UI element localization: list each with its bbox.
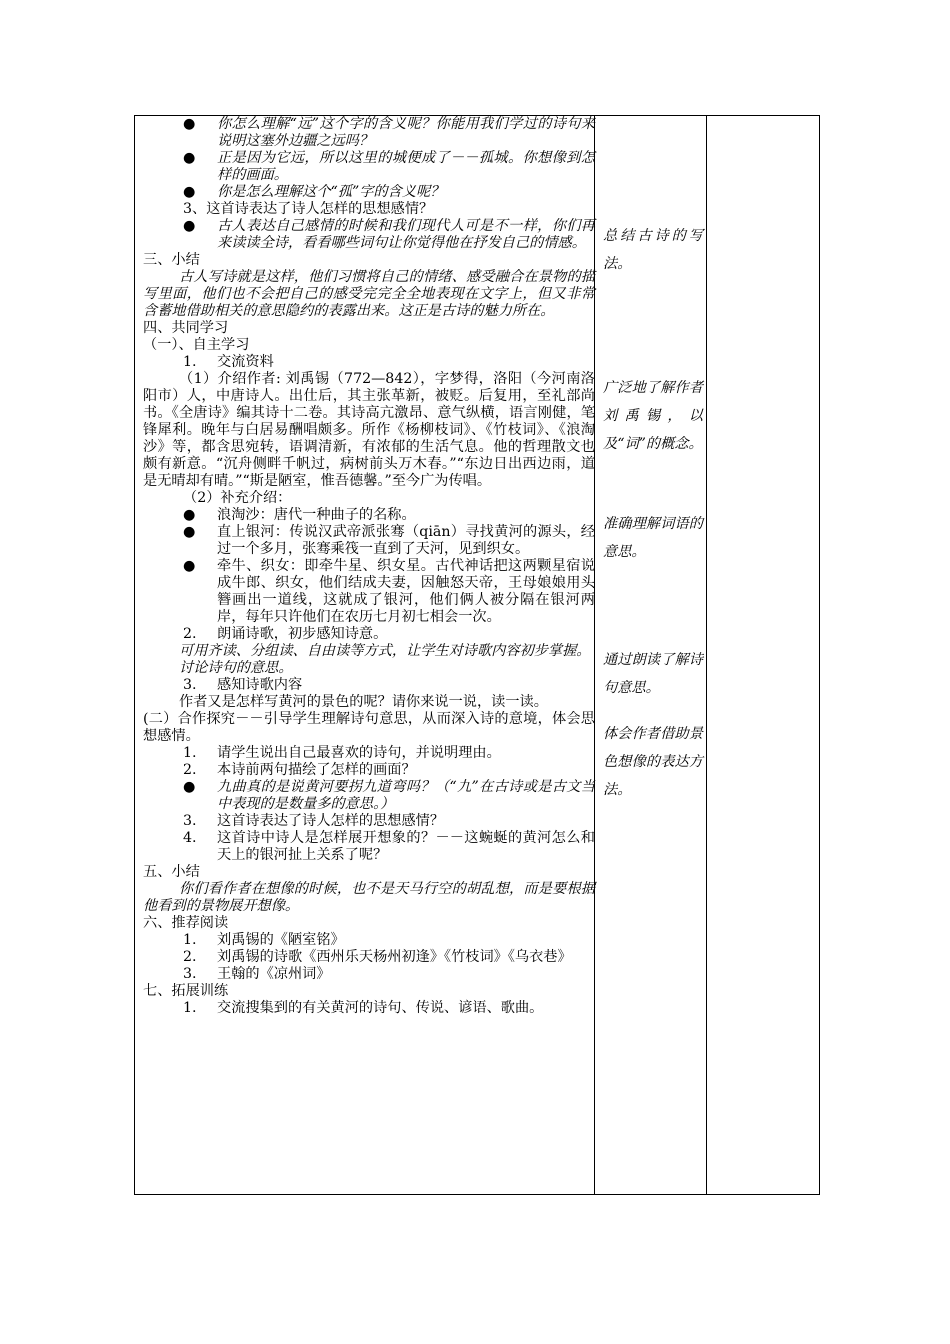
teaching-process-column	[143, 116, 595, 1017]
numbered-item	[143, 932, 595, 949]
line-text: 你怎么理解“远”这个字的含义呢？你能用我们学过的诗句来说明这塞外边疆之远吗？	[217, 116, 595, 149]
item-number: 2.	[183, 949, 197, 965]
lesson-plan-table	[134, 115, 820, 1195]
line-text: 感知诗歌内容	[217, 677, 303, 693]
bullet-item	[143, 524, 595, 558]
numbered-item	[143, 354, 595, 371]
heading-line	[143, 320, 595, 337]
line-text: 交流资料	[217, 354, 274, 370]
item-number: 1.	[183, 745, 197, 761]
numbered-item	[143, 966, 595, 983]
bullet-item	[143, 558, 595, 626]
heading-line	[143, 252, 595, 269]
heading-line	[143, 490, 595, 507]
paragraph	[143, 269, 595, 320]
line-text: 这首诗表达了诗人怎样的思想感情？	[217, 813, 445, 829]
numbered-item	[143, 830, 595, 864]
numbered-item	[143, 813, 595, 830]
design-note: 总结古诗的写法。	[603, 228, 703, 272]
bullet-marker: ●	[183, 524, 196, 540]
design-note: 广泛地了解作者刘禹锡，以及“词”的概念。	[603, 380, 703, 452]
line-text: 古人写诗就是这样，他们习惯将自己的情绪、感受融合在景物的描写里面，他们也不会把自己的感受完完全全地表现在文字上，但又非常含蓄地借助相关的意思隐约的表露出来。这正是古诗的魅力所在。	[143, 269, 595, 319]
bullet-marker: ●	[183, 779, 196, 795]
design-note: 准确理解词语的意思。	[603, 516, 703, 560]
bullet-marker: ●	[183, 558, 196, 574]
line-text: （2）补充介绍：	[183, 490, 292, 506]
line-text: 九曲真的是说黄河要拐九道弯吗？（“九”在古诗或是古文当中表现的是数量多的意思。）	[217, 779, 595, 812]
bullet-item	[143, 116, 595, 150]
line-text: 本诗前两句描绘了怎样的画面？	[217, 762, 416, 778]
bullet-item	[143, 150, 595, 184]
line-text: 直上银河：传说汉武帝派张骞（qiān）寻找黄河的源头，经过一个多月，张骞乘筏一直到了天河，见到织女。	[217, 524, 595, 557]
line-text: 五、小结	[143, 864, 200, 880]
line-text: 四、共同学习	[143, 320, 229, 336]
item-number: 3.	[183, 813, 197, 829]
line-text: 交流搜集到的有关黄河的诗句、传说、谚语、歌曲。	[217, 1000, 544, 1016]
item-number: 1.	[183, 932, 197, 948]
line-text: 讨论诗句的意思。	[179, 660, 293, 676]
paragraph	[143, 643, 595, 660]
design-note: 通过朗读了解诗句意思。	[603, 652, 703, 696]
line-text: 刘禹锡的诗歌《西州乐天杨州初逢》《竹枝词》《乌衣巷》	[217, 949, 572, 965]
line-text: 作者又是怎样写黄河的景色的呢？请你来说一说，读一读。	[179, 694, 548, 710]
column-divider	[706, 116, 707, 1194]
heading-line	[143, 864, 595, 881]
numbered-item	[143, 745, 595, 762]
item-number: 3.	[183, 677, 197, 693]
item-number: 3.	[183, 966, 197, 982]
line-text: （1）介绍作者: 刘禹锡（772—842），字梦得，洛阳（今河南洛阳市）人，中唐诗人。出仕后，其主张革新，被贬。后复用，至礼部尚书。《全唐诗》编其诗十二卷。其诗高亢激昂、意气纵横，语言刚健，笔锋犀利。晚年与白居易酬唱颇多。所作《杨柳枝词》、《竹枝词》、《浪淘沙》等，都含思宛转，语调清新，有浓郁的生活气息。他的哲理散文也颇有新意。“沉舟侧畔千帆过，病树前头万木春。”“东边日出西边雨，道是无晴却有晴。”“斯是陋室，惟吾德馨。”至今广为传唱。	[143, 371, 595, 489]
line-text: （一）、自主学习	[143, 337, 250, 353]
design-note: 体会作者借助景色想像的表达方法。	[603, 726, 703, 798]
heading-line	[143, 983, 595, 1000]
bullet-item	[143, 184, 595, 201]
line-text: 六、推荐阅读	[143, 915, 229, 931]
bullet-marker: ●	[183, 507, 196, 523]
item-number: 2.	[183, 762, 197, 778]
heading-line	[143, 660, 595, 677]
bullet-item	[143, 779, 595, 813]
line-text: 朗诵诗歌，初步感知诗意。	[217, 626, 388, 642]
numbered-item	[143, 677, 595, 694]
line-text: (二）合作探究－－引导学生理解诗句意思，从而深入诗的意境，体会思想感情。	[143, 711, 595, 744]
line-text: 古人表达自己感情的时候和我们现代人可是不一样，你们再来读读全诗，看看哪些词句让你觉得他在抒发自己的情感。	[217, 218, 595, 251]
line-text: 你是怎么理解这个“孤”字的含义呢？	[217, 184, 445, 200]
line-text: 你们看作者在想像的时候，也不是天马行空的胡乱想，而是要根据他看到的景物展开想像。	[143, 881, 595, 914]
line-text: 正是因为它远，所以这里的城便成了－－孤城。你想像到怎样的画面。	[217, 150, 595, 183]
paragraph	[143, 881, 595, 915]
line-text: 刘禹锡的《陋室铭》	[217, 932, 345, 948]
line-text: 这首诗中诗人是怎样展开想象的？－－这蜿蜒的黄河怎么和天上的银河扯上关系了呢？	[217, 830, 595, 863]
bullet-item	[143, 507, 595, 524]
heading-line	[143, 915, 595, 932]
item-number: 1.	[183, 1000, 197, 1016]
line-text: 牵牛、织女：即牵牛星、织女星。古代神话把这两颗星宿说成牛郎、织女，他们结成夫妻，因触怒天帝，王母娘娘用头簪画出一道线，这就成了银河，他们俩人被分隔在银河两岸，每年只许他们在农历七月初七相会一次。	[217, 558, 595, 625]
numbered-item	[143, 762, 595, 779]
line-text: 浪淘沙：唐代一种曲子的名称。	[217, 507, 416, 523]
paragraph	[143, 371, 595, 490]
item-number: 2.	[183, 626, 197, 642]
bullet-marker: ●	[183, 116, 196, 132]
numbered-item	[143, 949, 595, 966]
item-number: 1.	[183, 354, 197, 370]
line-text: 三、小结	[143, 252, 200, 268]
bullet-item	[143, 218, 595, 252]
item-number: 4.	[183, 830, 197, 846]
line-text: 王翰的《凉州词》	[217, 966, 331, 982]
bullet-marker: ●	[183, 218, 196, 234]
line-text: 请学生说出自己最喜欢的诗句，并说明理由。	[217, 745, 501, 761]
bullet-marker: ●	[183, 184, 196, 200]
heading-line	[143, 337, 595, 354]
numbered-item	[143, 1000, 595, 1017]
paragraph	[143, 694, 595, 711]
bullet-marker: ●	[183, 150, 196, 166]
line-text: 七、拓展训练	[143, 983, 229, 999]
line-text: 可用齐读、分组读、自由读等方式，让学生对诗歌内容初步掌握。	[179, 643, 591, 659]
heading-line	[143, 711, 595, 745]
numbered-item	[143, 626, 595, 643]
line-text: 3、这首诗表达了诗人怎样的思想感情？	[183, 201, 434, 217]
heading-line	[143, 201, 595, 218]
